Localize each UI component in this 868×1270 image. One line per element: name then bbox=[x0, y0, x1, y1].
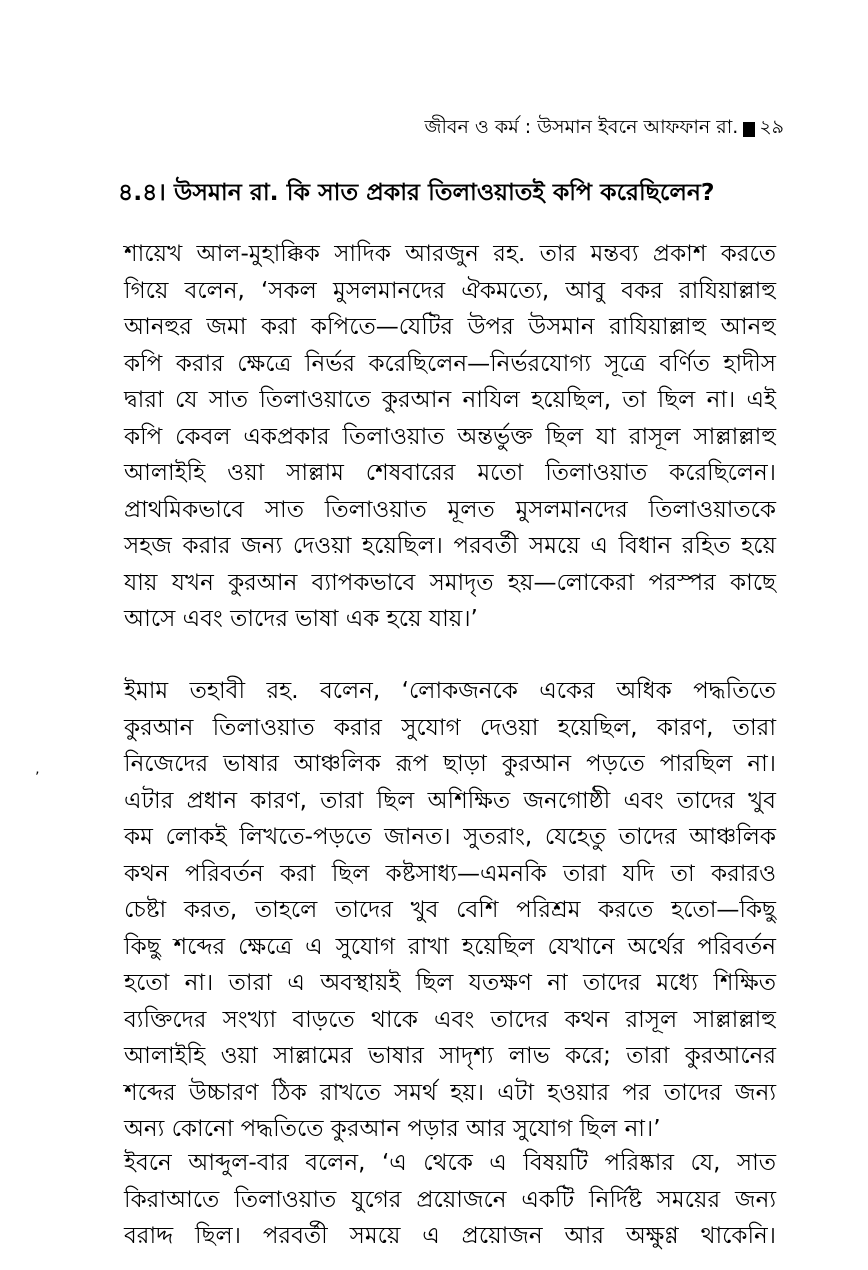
running-title: জীবন ও কর্ম : উসমান ইবনে আফফান রা. bbox=[424, 116, 739, 138]
text-line: শায়েখ আল-মুহাক্কিক সাদিক আরজুন রহ. তার মন্তব্য প্রকাশ করতে bbox=[124, 241, 776, 267]
header-square-ornament bbox=[743, 122, 755, 137]
text-line: কপি কেবল একপ্রকার তিলাওয়াত অন্তর্ভুক্ত ছিল যা রাসূল সাল্লাল্লাহু bbox=[124, 423, 776, 450]
text-line: শব্দের উচ্চারণ ঠিক রাখতে সমর্থ হয়। এটা হওয়ার পর তাদের জন্য bbox=[124, 1079, 776, 1106]
text-line: কপি করার ক্ষেত্রে নির্ভর করেছিলেন—নির্ভরযোগ্য সূত্রে বর্ণিত হাদীস bbox=[124, 350, 776, 377]
text-line: ব্যক্তিদের সংখ্যা বাড়তে থাকে এবং তাদের কথন রাসূল সাল্লাল্লাহু bbox=[124, 1006, 776, 1033]
paragraph bbox=[124, 673, 776, 1148]
text-line: প্রাথমিকভাবে সাত তিলাওয়াত মূলত মুসলমানদের তিলাওয়াতকে bbox=[124, 496, 776, 523]
text-line: কিছু শব্দের ক্ষেত্রে এ সুযোগ রাখা হয়েছিল যেখানে অর্থের পরিবর্তন bbox=[124, 933, 776, 960]
text-line: কথন পরিবর্তন করা ছিল কষ্টসাধ্য—এমনকি তারা যদি তা করারও bbox=[124, 860, 776, 887]
text-line: গিয়ে বলেন, ‘সকল মুসলমানদের ঐকমত্যে, আবু বকর রাযিয়াল্লাহু bbox=[124, 277, 776, 304]
text-line: আলাইহি ওয়া সাল্লাম শেষবারের মতো তিলাওয়াত করেছিলেন। bbox=[124, 460, 776, 486]
text-line: কিরাআতে তিলাওয়াত যুগের প্রয়োজনে একটি নির্দিষ্ট সময়ের জন্য bbox=[124, 1186, 776, 1213]
text-line: ইমাম তহাবী রহ. বলেন, ‘লোকজনকে একের অধিক পদ্ধতিতে bbox=[124, 678, 776, 704]
text-line: সহজ করার জন্য দেওয়া হয়েছিল। পরবর্তী সময়ে এ বিধান রহিত হয়ে bbox=[124, 533, 776, 559]
text-line: আনহুর জমা করা কপিতে—যেটির উপর উসমান রাযিয়াল্লাহু আনহু bbox=[124, 314, 776, 340]
section-heading: ৪.৪। উসমান রা. কি সাত প্রকার তিলাওয়াতই কপি করেছিলেন? bbox=[118, 178, 715, 206]
text-line: কুরআন তিলাওয়াত করার সুযোগ দেওয়া হয়েছিল, কারণ, তারা bbox=[124, 714, 776, 741]
text-line: আসে এবং তাদের ভাষা এক হয়ে যায়।’ bbox=[124, 606, 478, 632]
text-line: আলাইহি ওয়া সাল্লামের ভাষার সাদৃশ্য লাভ করে; তারা কুরআনের bbox=[124, 1043, 776, 1069]
text-line: নিজেদের ভাষার আঞ্চলিক রূপ ছাড়া কুরআন পড়তে পারছিল না। bbox=[124, 751, 776, 777]
text-line: দ্বারা যে সাত তিলাওয়াতে কুরআন নাযিল হয়েছিল, তা ছিল না। এই bbox=[124, 387, 776, 413]
text-line: ইবনে আব্দুল-বার বলেন, ‘এ থেকে এ বিষয়টি পরিষ্কার যে, সাত bbox=[124, 1150, 776, 1176]
text-line: বরাদ্দ ছিল। পরবর্তী সময়ে এ প্রয়োজন আর অক্ষুণ্ণ থাকেনি। bbox=[124, 1223, 776, 1249]
margin-mark: ’ bbox=[35, 770, 40, 786]
page-number: ২৯ bbox=[759, 116, 784, 138]
text-line: এটার প্রধান কারণ, তারা ছিল অশিক্ষিত জনগোষ্ঠী এবং তাদের খুব bbox=[124, 787, 776, 814]
text-line: কম লোকই লিখতে-পড়তে জানত। সুতরাং, যেহেতু তাদের আঞ্চলিক bbox=[124, 824, 776, 850]
text-line: চেষ্টা করত, তাহলে তাদের খুব বেশি পরিশ্রম করতে হতো—কিছু bbox=[124, 897, 776, 923]
text-line: হতো না। তারা এ অবস্থায়ই ছিল যতক্ষণ না তাদের মধ্যে শিক্ষিত bbox=[124, 970, 776, 996]
text-line: যায় যখন কুরআন ব্যাপকভাবে সমাদৃত হয়—লোকেরা পরস্পর কাছে bbox=[124, 569, 776, 596]
running-header bbox=[424, 113, 784, 145]
paragraph bbox=[124, 236, 776, 638]
text-line: অন্য কোনো পদ্ধতিতে কুরআন পড়ার আর সুযোগ ছিল না।’ bbox=[124, 1116, 661, 1142]
paragraph bbox=[124, 1145, 776, 1255]
